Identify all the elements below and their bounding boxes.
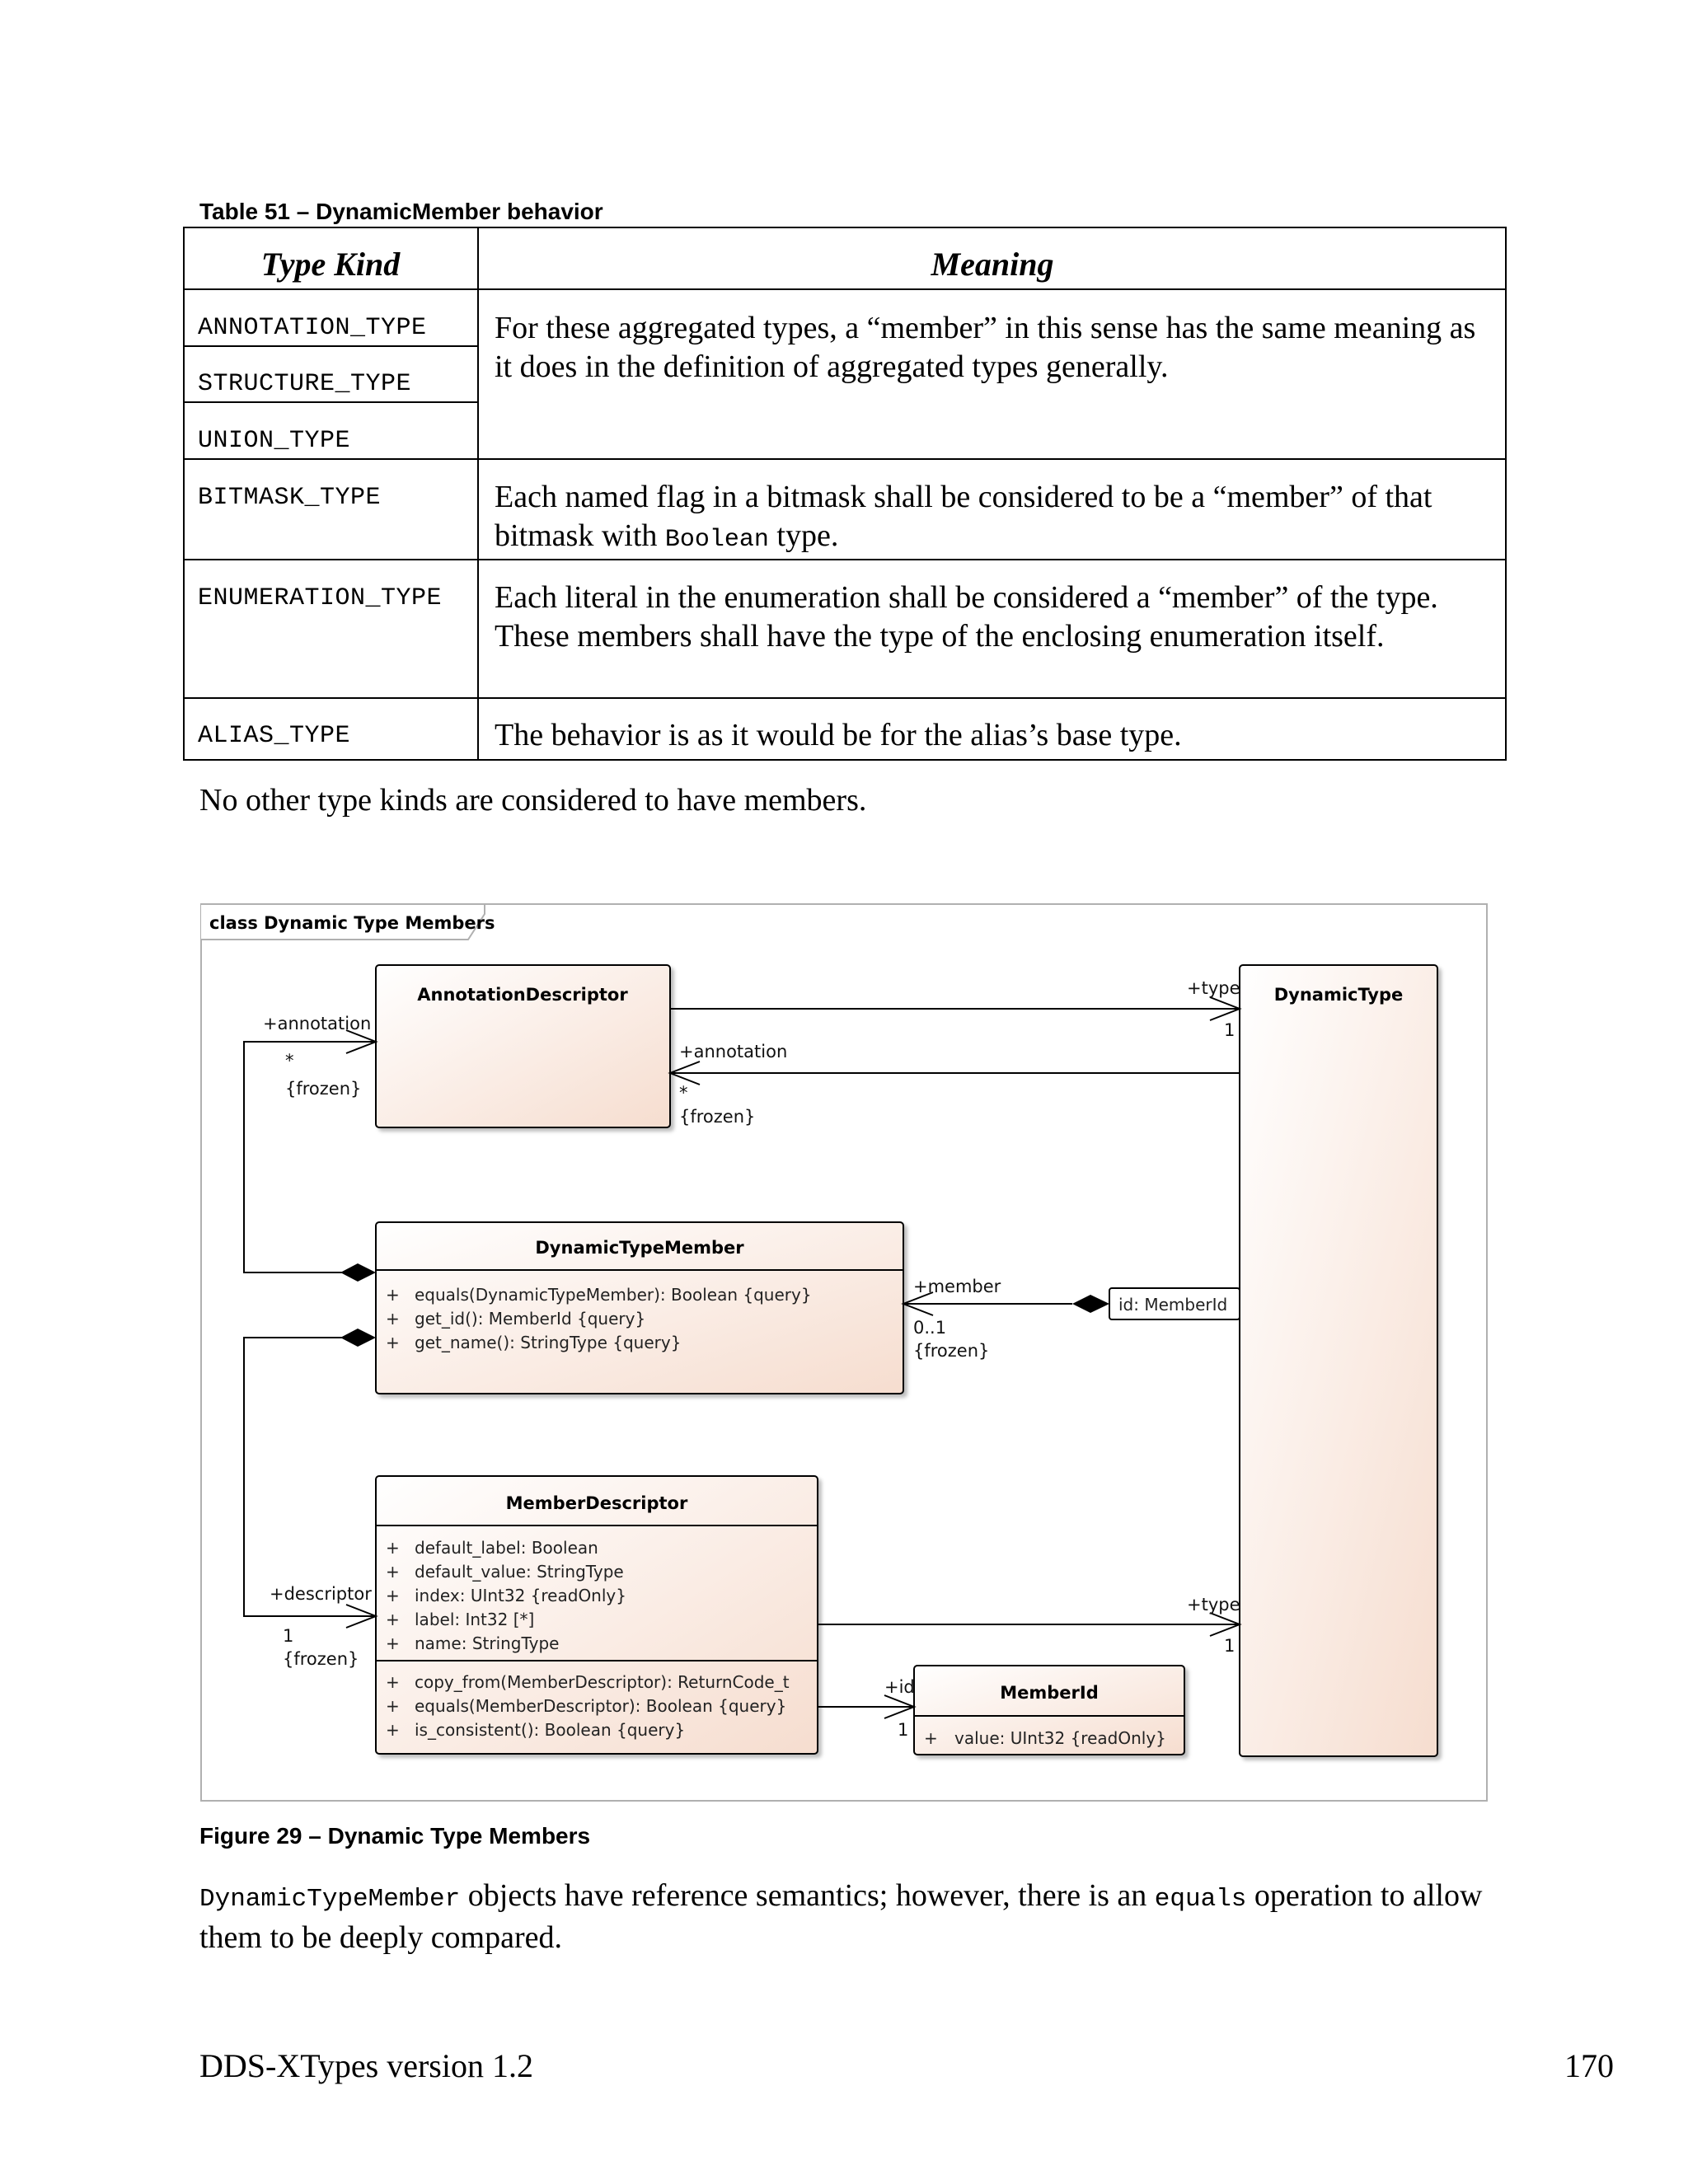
label-type-bottom: +type <box>1187 1595 1240 1615</box>
kind-structure-type: STRUCTURE_TYPE <box>198 370 412 398</box>
dynamic-member-behavior-table <box>183 227 1507 761</box>
kind-union-type: UNION_TYPE <box>198 427 351 455</box>
table-caption: Table 51 – DynamicMember behavior <box>199 199 603 224</box>
kind-bitmask-type: BITMASK_TYPE <box>198 484 382 512</box>
label-annotation-left-mult: * <box>285 1051 294 1071</box>
visibility-plus: + <box>386 1696 400 1716</box>
paragraph2-text2: operation to allow them to be deeply compared. <box>199 1878 1483 1955</box>
paragraph2-text1: objects have reference semantics; however, there is an <box>460 1878 1155 1913</box>
label-descriptor-mult: 1 <box>283 1626 294 1646</box>
visibility-plus: + <box>386 1333 400 1352</box>
uml-diagram-svg <box>200 903 1488 1802</box>
class-annotation-descriptor[interactable] <box>376 965 670 1127</box>
code-equals: equals <box>1154 1885 1247 1914</box>
attr-index: index: UInt32 {readOnly} <box>415 1586 626 1605</box>
kind-alias-type: ALIAS_TYPE <box>198 722 351 750</box>
label-annotation-right: +annotation <box>679 1042 788 1062</box>
visibility-plus: + <box>386 1538 400 1558</box>
label-member-mult: 0..1 <box>913 1318 947 1338</box>
visibility-plus: + <box>386 1672 400 1692</box>
op-is-consistent: is_consistent(): Boolean {query} <box>415 1720 686 1740</box>
member-id-name: MemberId <box>1000 1683 1099 1703</box>
qualifier-label: id: MemberId <box>1118 1295 1228 1315</box>
frame-label: class Dynamic Type Members <box>209 913 495 933</box>
op-get-id: get_id(): MemberId {query} <box>415 1309 646 1329</box>
class-member-id[interactable] <box>914 1666 1184 1755</box>
visibility-plus: + <box>386 1309 400 1329</box>
header-type-kind: Type Kind <box>260 246 401 283</box>
meaning-bitmask: Each named flag in a bitmask shall be considered to be a “member” of that bitmask with Boolean type. <box>495 480 1432 554</box>
visibility-plus: + <box>924 1728 938 1748</box>
attr-name: name: StringType <box>415 1633 560 1653</box>
label-annotation-left-frozen: {frozen} <box>285 1079 362 1099</box>
meaning-aggregated: For these aggregated types, a “member” in this sense has the same meaning as it does in the definition of aggregated types generally. <box>495 311 1476 384</box>
visibility-plus: + <box>386 1633 400 1653</box>
op-equals: equals(DynamicTypeMember): Boolean {query} <box>415 1285 812 1305</box>
class-dynamic-type-member[interactable] <box>376 1222 903 1394</box>
label-type-bottom-mult: 1 <box>1224 1636 1236 1656</box>
kind-enumeration-type: ENUMERATION_TYPE <box>198 584 443 612</box>
footer-page-number: 170 <box>1564 2047 1614 2084</box>
kind-annotation-type: ANNOTATION_TYPE <box>198 314 427 342</box>
visibility-plus: + <box>386 1285 400 1305</box>
paragraph-reference-semantics <box>199 1877 1510 1957</box>
label-type-top-mult: 1 <box>1224 1020 1236 1040</box>
qualifier-id-memberid[interactable] <box>1109 1288 1240 1319</box>
code-dynamic-type-member: DynamicTypeMember <box>199 1885 461 1914</box>
visibility-plus: + <box>386 1586 400 1605</box>
meaning-enumeration: Each literal in the enumeration shall be considered a “member” of the type. These members shall have the type of the enclosing enumeration itself. <box>495 580 1438 654</box>
op-copy-from: copy_from(MemberDescriptor): ReturnCode_t <box>415 1672 790 1692</box>
meaning-alias: The behavior is as it would be for the alias’s base type. <box>495 718 1182 752</box>
uml-class-diagram <box>200 903 1488 1802</box>
class-dynamic-type[interactable] <box>1240 965 1437 1756</box>
label-member-frozen: {frozen} <box>913 1341 990 1361</box>
label-descriptor-frozen: {frozen} <box>283 1649 359 1669</box>
figure-caption: Figure 29 – Dynamic Type Members <box>199 1823 591 1849</box>
paragraph-no-other-kinds: No other type kinds are considered to have members. <box>199 783 867 818</box>
label-annotation-right-mult: * <box>679 1083 688 1103</box>
op-equals: equals(MemberDescriptor): Boolean {query} <box>415 1696 787 1716</box>
attr-default-label: default_label: Boolean <box>415 1538 598 1558</box>
dynamic-type-member-name: DynamicTypeMember <box>535 1238 744 1258</box>
visibility-plus: + <box>386 1720 400 1740</box>
dynamic-type-name: DynamicType <box>1273 985 1404 1005</box>
visibility-plus: + <box>386 1610 400 1629</box>
member-descriptor-name: MemberDescriptor <box>505 1493 688 1513</box>
attr-label: label: Int32 [*] <box>415 1610 535 1629</box>
op-get-name: get_name(): StringType {query} <box>415 1333 682 1352</box>
boolean-code: Boolean <box>664 526 769 554</box>
header-meaning: Meaning <box>931 246 1054 283</box>
visibility-plus: + <box>386 1562 400 1582</box>
label-annotation-right-frozen: {frozen} <box>679 1107 756 1127</box>
label-annotation-left: +annotation <box>263 1014 372 1033</box>
label-id-mult: 1 <box>898 1720 909 1740</box>
attr-value: value: UInt32 {readOnly} <box>954 1728 1166 1748</box>
class-member-descriptor[interactable] <box>376 1476 818 1754</box>
annotation-descriptor-name: AnnotationDescriptor <box>417 985 628 1005</box>
label-descriptor: +descriptor <box>270 1584 372 1604</box>
attr-default-value: default_value: StringType <box>415 1562 624 1582</box>
label-type-top: +type <box>1187 978 1240 998</box>
footer-doc-title: DDS-XTypes version 1.2 <box>199 2047 533 2084</box>
label-id: +id <box>884 1677 915 1697</box>
label-member: +member <box>913 1277 1001 1296</box>
